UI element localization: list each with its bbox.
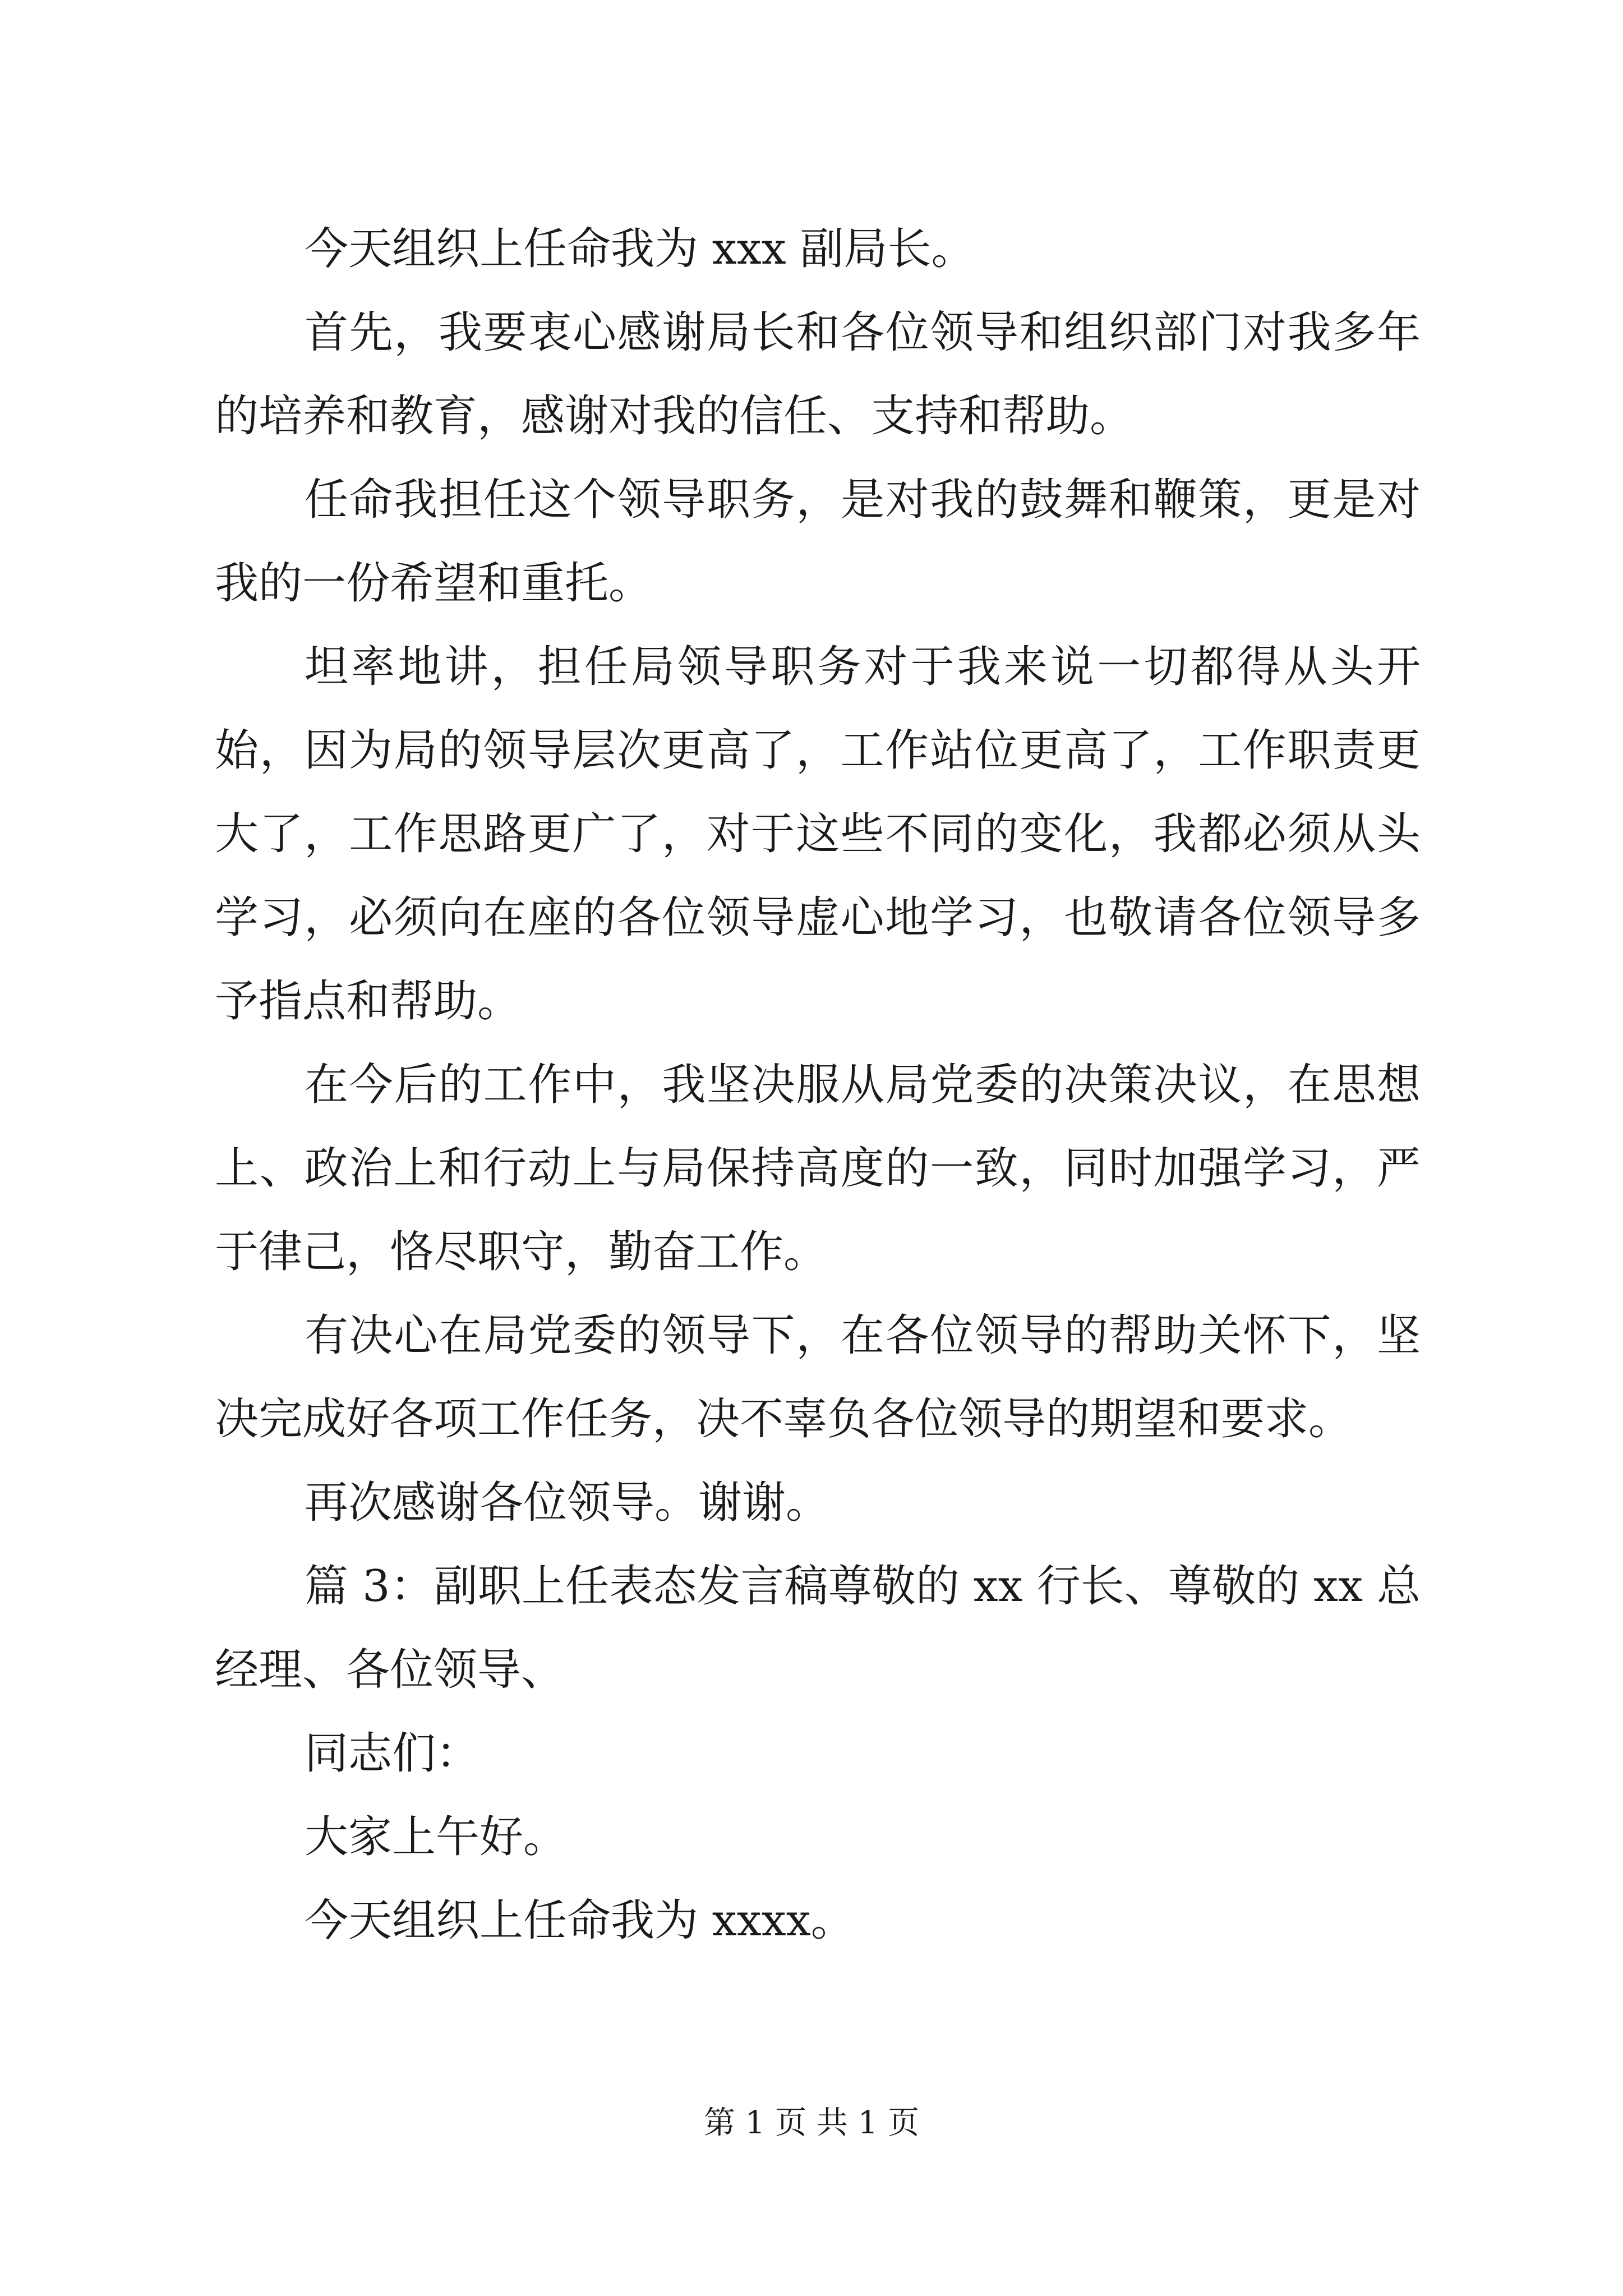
paragraph-1: 今天组织上任命我为 xxx 副局长。 (305, 224, 975, 274)
paragraph-9: 同志们： (305, 1728, 480, 1779)
paragraph-4: 坦率地讲，担任局领导职务对于我来说一切都得从头开始，因为局的领导层次更高了，工作站位更高了，工作职责更大了，工作思路更广了，对于这些不同的变化，我都必须从头学习，必须向在座的各位领导虚心地学习，也敬请各位领导多予指点和帮助。 (215, 642, 1421, 1027)
document-body (215, 208, 1421, 1963)
paragraph-5: 在今后的工作中，我坚决服从局党委的决策决议，在思想上、政治上和行动上与局保持高度的一致，同时加强学习，严于律己，恪尽职守，勤奋工作。 (215, 1060, 1421, 1277)
paragraph-3: 任命我担任这个领导职务，是对我的鼓舞和鞭策，更是对我的一份希望和重托。 (215, 475, 1421, 609)
paragraph-8: 篇 3：副职上任表态发言稿尊敬的 xx 行长、尊敬的 xx 总经理、各位领导、 (215, 1561, 1421, 1695)
paragraph-7: 再次感谢各位领导。谢谢。 (305, 1478, 830, 1528)
paragraph-6: 有决心在局党委的领导下，在各位领导的帮助关怀下，坚决完成好各项工作任务，决不辜负各位领导的期望和要求。 (215, 1310, 1421, 1444)
paragraph-2: 首先，我要衷心感谢局长和各位领导和组织部门对我多年的培养和教育，感谢对我的信任、支持和帮助。 (215, 307, 1421, 441)
paragraph-10: 大家上午好。 (305, 1812, 568, 1862)
page-number-label: 第 1 页 共 1 页 (703, 2105, 920, 2141)
page-footer (0, 2101, 1623, 2146)
paragraph-11: 今天组织上任命我为 xxxx。 (305, 1895, 855, 1946)
